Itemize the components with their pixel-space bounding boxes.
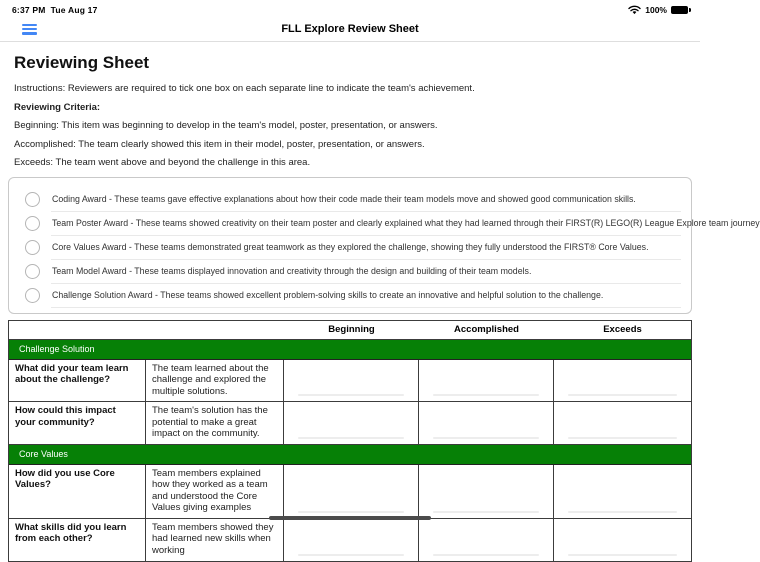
wifi-icon <box>628 5 641 15</box>
award-option[interactable] <box>9 260 691 283</box>
criteria-accomplished: Accomplished: The team clearly showed this item in their model, poster, presentation, or answers. <box>14 138 425 150</box>
award-label: Team Poster Award - These teams showed creativity on their team poster and clearly explained what they had learned through their FIRST(R) LEGO(R) League Explore team journey <box>52 218 760 228</box>
answer-cell-accomplished[interactable] <box>419 360 554 402</box>
input-underline <box>568 394 677 396</box>
input-underline <box>433 511 539 513</box>
answer-cell-exceeds[interactable] <box>554 360 691 402</box>
status-date: Tue Aug 17 <box>50 5 98 15</box>
answer-cell-accomplished[interactable] <box>419 519 554 561</box>
award-option[interactable] <box>9 188 691 211</box>
answer-cell-exceeds[interactable] <box>554 465 691 518</box>
answer-cell-exceeds[interactable] <box>554 519 691 561</box>
input-underline <box>298 511 404 513</box>
table-header-beginning: Beginning <box>328 324 375 335</box>
input-underline <box>298 394 404 396</box>
table-row <box>9 519 691 561</box>
table-header-row <box>9 321 691 340</box>
status-bar <box>0 0 700 16</box>
award-label: Coding Award - These teams gave effective explanations about how their code made their team models move and showed good communication skills. <box>52 194 636 204</box>
answer-cell-beginning[interactable] <box>284 402 419 444</box>
status-time-date <box>12 5 98 15</box>
description-cell: Team members showed they had learned new skills when working <box>146 519 284 561</box>
main-content <box>0 53 760 562</box>
battery-icon <box>671 6 688 14</box>
award-option[interactable] <box>9 212 760 235</box>
table-row <box>9 360 691 403</box>
section-header-row: Challenge Solution <box>9 340 691 360</box>
award-option[interactable] <box>9 284 691 307</box>
radio-icon[interactable] <box>25 192 40 207</box>
battery-percent: 100% <box>645 5 667 15</box>
question-cell: How could this impact your community? <box>9 402 146 444</box>
radio-icon[interactable] <box>25 264 40 279</box>
input-underline <box>568 554 677 556</box>
award-label: Core Values Award - These teams demonstrated great teamwork as they explored the challenge, showing they fully understood the FIRST® Core Values. <box>52 242 649 252</box>
section-header-row: Core Values <box>9 445 691 465</box>
menu-icon[interactable] <box>22 24 37 35</box>
input-underline <box>568 437 677 439</box>
answer-cell-beginning[interactable] <box>284 465 419 518</box>
nav-title: FLL Explore Review Sheet <box>281 22 419 35</box>
input-underline <box>433 554 539 556</box>
table-row <box>9 402 691 445</box>
radio-icon[interactable] <box>25 240 40 255</box>
status-time: 6:37 PM <box>12 5 46 15</box>
question-cell: What skills did you learn from each other? <box>9 519 146 561</box>
table-header-accomplished: Accomplished <box>454 324 519 335</box>
table-header-exceeds: Exceeds <box>603 324 642 335</box>
radio-icon[interactable] <box>25 288 40 303</box>
review-table-body <box>9 340 691 561</box>
awards-list <box>8 177 760 314</box>
input-underline <box>433 394 539 396</box>
award-divider <box>51 307 681 308</box>
description-cell: Team members explained how they worked as a team and understood the Core Values giving examples <box>146 465 284 518</box>
description-cell: The team's solution has the potential to make a great impact on the community. <box>146 402 284 444</box>
answer-cell-accomplished[interactable] <box>419 402 554 444</box>
question-cell: What did your team learn about the challenge? <box>9 360 146 402</box>
review-table <box>8 320 692 562</box>
input-underline <box>568 511 677 513</box>
award-label: Challenge Solution Award - These teams showed excellent problem-solving skills to create an innovative and helpful solution to the challenge. <box>52 290 604 300</box>
instructions-text: Instructions: Reviewers are required to tick one box on each separate line to indicate the team's achievement. <box>14 83 475 94</box>
criteria-beginning: Beginning: This item was beginning to develop in the team's model, poster, presentation, or answers. <box>14 120 438 131</box>
description-cell: The team learned about the challenge and explored the multiple solutions. <box>146 360 284 402</box>
answer-cell-beginning[interactable] <box>284 360 419 402</box>
award-option[interactable] <box>9 236 691 259</box>
page-title: Reviewing Sheet <box>14 53 150 72</box>
home-indicator[interactable] <box>269 516 431 520</box>
answer-cell-exceeds[interactable] <box>554 402 691 444</box>
nav-bar <box>0 16 700 42</box>
answer-cell-accomplished[interactable] <box>419 465 554 518</box>
input-underline <box>298 437 404 439</box>
criteria-exceeds: Exceeds: The team went above and beyond the challenge in this area. <box>14 157 311 168</box>
award-label: Team Model Award - These teams displayed innovation and creativity through the design and building of their team models. <box>52 266 532 276</box>
table-row <box>9 465 691 519</box>
input-underline <box>298 554 404 556</box>
answer-cell-beginning[interactable] <box>284 519 419 561</box>
question-cell: How did you use Core Values? <box>9 465 146 518</box>
criteria-heading: Reviewing Criteria: <box>14 101 101 113</box>
input-underline <box>433 437 539 439</box>
radio-icon[interactable] <box>25 216 40 231</box>
